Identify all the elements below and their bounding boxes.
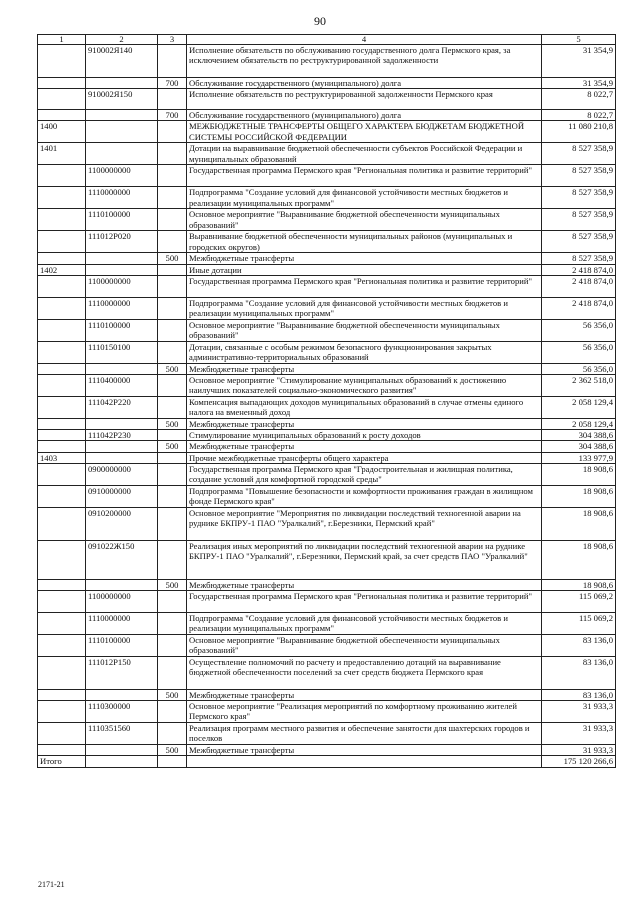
description-cell: Основное мероприятие "Реализация мероприятий по комфортному проживанию жителей Пермского края": [187, 701, 542, 723]
section-code-cell: [38, 657, 86, 690]
table-row: [38, 591, 616, 613]
description-cell: Подпрограмма "Создание условий для финансовой устойчивости местных бюджетов и реализации муниципальных программ": [187, 187, 542, 209]
description-cell: [187, 756, 542, 767]
expense-type-cell: [158, 430, 187, 441]
amount-cell: 83 136,0: [542, 690, 616, 701]
table-row: [38, 121, 616, 143]
expense-type-cell: [158, 657, 187, 690]
description-cell: Государственная программа Пермского края "Региональная политика и развитие территорий": [187, 275, 542, 297]
amount-cell: 304 388,6: [542, 430, 616, 441]
expense-type-cell: [158, 297, 187, 319]
table-row: [38, 319, 616, 341]
target-code-cell: [86, 264, 158, 275]
description-cell: Государственная программа Пермского края "Региональная политика и развитие территорий": [187, 165, 542, 187]
description-cell: Иные дотации: [187, 264, 542, 275]
description-cell: Основное мероприятие "Выравнивание бюджетной обеспеченности муниципальных образований": [187, 209, 542, 231]
section-code-cell: Итого: [38, 756, 86, 767]
target-code-cell: 1110000000: [86, 187, 158, 209]
description-cell: Исполнение обязательств по обслуживанию государственного долга Пермского края, за исключением обязательств по реструктурированной задолженности: [187, 45, 542, 78]
amount-cell: 18 908,6: [542, 463, 616, 485]
section-code-cell: [38, 363, 86, 374]
table-body: [38, 35, 616, 768]
target-code-cell: 111012Р150: [86, 657, 158, 690]
section-code-cell: 1403: [38, 452, 86, 463]
table-row: [38, 452, 616, 463]
expense-type-cell: [158, 341, 187, 363]
table-row: [38, 579, 616, 590]
expense-type-cell: [158, 89, 187, 110]
description-cell: Основное мероприятие "Выравнивание бюджетной обеспеченности муниципальных образований": [187, 635, 542, 657]
target-code-cell: [86, 756, 158, 767]
table-row: [38, 690, 616, 701]
section-code-cell: [38, 89, 86, 110]
expense-type-cell: [158, 397, 187, 419]
table-row: [38, 45, 616, 78]
table-row: [38, 419, 616, 430]
target-code-cell: 111042Р220: [86, 397, 158, 419]
expense-type-cell: 700: [158, 110, 187, 121]
expense-type-cell: [158, 635, 187, 657]
section-code-cell: [38, 110, 86, 121]
expense-type-cell: [158, 540, 187, 579]
description-cell: Подпрограмма "Создание условий для финансовой устойчивости местных бюджетов и реализации муниципальных программ": [187, 613, 542, 635]
target-code-cell: [86, 745, 158, 756]
amount-cell: 2 418 874,0: [542, 264, 616, 275]
section-code-cell: [38, 187, 86, 209]
section-code-cell: [38, 463, 86, 485]
table-row: [38, 635, 616, 657]
target-code-cell: [86, 363, 158, 374]
description-cell: Подпрограмма "Повышение безопасности и комфортности проживания граждан в жилищном фонде Пермского края": [187, 485, 542, 507]
target-code-cell: 1110100000: [86, 319, 158, 341]
description-cell: Основное мероприятие "Мероприятия по ликвидации последствий техногенной аварии на руднике БКПРУ-1 ПАО "Уралкалий", г.Березники, Пермский край": [187, 507, 542, 540]
description-cell: Межбюджетные трансферты: [187, 253, 542, 264]
target-code-cell: 1100000000: [86, 275, 158, 297]
expense-type-cell: [158, 121, 187, 143]
table-row: [38, 430, 616, 441]
section-code-cell: [38, 419, 86, 430]
expense-type-cell: [158, 165, 187, 187]
description-cell: Подпрограмма "Создание условий для финансовой устойчивости местных бюджетов и реализации муниципальных программ": [187, 297, 542, 319]
expense-type-cell: 700: [158, 78, 187, 89]
section-code-cell: [38, 723, 86, 745]
expense-type-cell: [158, 485, 187, 507]
table-row: [38, 187, 616, 209]
expense-type-cell: [158, 231, 187, 253]
description-cell: Обслуживание государственного (муниципального) долга: [187, 78, 542, 89]
amount-cell: 31 354,9: [542, 78, 616, 89]
target-code-cell: 1110100000: [86, 209, 158, 231]
target-code-cell: 0910200000: [86, 507, 158, 540]
table-row: [38, 397, 616, 419]
expense-type-cell: [158, 375, 187, 397]
description-cell: Реализация иных мероприятий по ликвидации последствий техногенной аварии на руднике БКПРУ-1 ПАО "Уралкалий", г.Березники, Пермский край, за счет средств ПАО "Уралкалий": [187, 540, 542, 579]
amount-cell: 2 058 129,4: [542, 419, 616, 430]
table-header-row: [38, 35, 616, 45]
expense-type-cell: [158, 723, 187, 745]
description-cell: Исполнение обязательств по реструктурированной задолженности Пермского края: [187, 89, 542, 110]
target-code-cell: 910002Я150: [86, 89, 158, 110]
section-code-cell: [38, 231, 86, 253]
section-code-cell: [38, 613, 86, 635]
table-row: [38, 463, 616, 485]
amount-cell: 2 362 518,0: [542, 375, 616, 397]
amount-cell: 2 418 874,0: [542, 275, 616, 297]
section-code-cell: [38, 297, 86, 319]
amount-cell: 2 418 874,0: [542, 297, 616, 319]
expense-type-cell: [158, 319, 187, 341]
table-row: [38, 507, 616, 540]
section-code-cell: [38, 507, 86, 540]
amount-cell: 175 120 266,6: [542, 756, 616, 767]
description-cell: Стимулирование муниципальных образований к росту доходов: [187, 430, 542, 441]
table-row: [38, 297, 616, 319]
amount-cell: 304 388,6: [542, 441, 616, 452]
table-row: [38, 110, 616, 121]
expense-type-cell: [158, 507, 187, 540]
amount-cell: 18 908,6: [542, 540, 616, 579]
table-row: [38, 264, 616, 275]
section-code-cell: 1402: [38, 264, 86, 275]
amount-cell: 18 908,6: [542, 485, 616, 507]
section-code-cell: [38, 165, 86, 187]
target-code-cell: 910002Я140: [86, 45, 158, 78]
table-row: [38, 441, 616, 452]
amount-cell: 8 527 358,9: [542, 209, 616, 231]
target-code-cell: 1110000000: [86, 297, 158, 319]
description-cell: Прочие межбюджетные трансферты общего характера: [187, 452, 542, 463]
expense-type-cell: [158, 756, 187, 767]
expense-type-cell: [158, 264, 187, 275]
description-cell: МЕЖБЮДЖЕТНЫЕ ТРАНСФЕРТЫ ОБЩЕГО ХАРАКТЕРА БЮДЖЕТАМ БЮДЖЕТНОЙ СИСТЕМЫ РОССИЙСКОЙ ФЕДЕРАЦИИ: [187, 121, 542, 143]
expense-type-cell: [158, 452, 187, 463]
target-code-cell: [86, 121, 158, 143]
description-cell: Реализация программ местного развития и обеспечение занятости для шахтерских городов и поселков: [187, 723, 542, 745]
amount-cell: 31 933,3: [542, 701, 616, 723]
description-cell: Обслуживание государственного (муниципального) долга: [187, 110, 542, 121]
table-row: [38, 485, 616, 507]
section-code-cell: 1400: [38, 121, 86, 143]
expense-type-cell: [158, 701, 187, 723]
description-cell: Межбюджетные трансферты: [187, 690, 542, 701]
expense-type-cell: 500: [158, 363, 187, 374]
amount-cell: 8 527 358,9: [542, 165, 616, 187]
table-row: [38, 363, 616, 374]
section-code-cell: [38, 745, 86, 756]
section-code-cell: [38, 253, 86, 264]
target-code-cell: [86, 78, 158, 89]
target-code-cell: [86, 419, 158, 430]
target-code-cell: 1110100000: [86, 635, 158, 657]
target-code-cell: 0910000000: [86, 485, 158, 507]
expense-type-cell: [158, 613, 187, 635]
target-code-cell: 1110000000: [86, 613, 158, 635]
description-cell: Дотации на выравнивание бюджетной обеспеченности субъектов Российской Федерации и муниципальных образований: [187, 143, 542, 165]
table-row: [38, 723, 616, 745]
description-cell: Осуществление полномочий по расчету и предоставлению дотаций на выравнивание бюджетной обеспеченности поселений за счет средств бюджета Пермского края: [187, 657, 542, 690]
table-row: [38, 540, 616, 579]
target-code-cell: 091022Ж150: [86, 540, 158, 579]
table-row: [38, 165, 616, 187]
amount-cell: 56 356,0: [542, 363, 616, 374]
description-cell: Основное мероприятие "Выравнивание бюджетной обеспеченности муниципальных образований": [187, 319, 542, 341]
target-code-cell: [86, 110, 158, 121]
expense-type-cell: 500: [158, 253, 187, 264]
target-code-cell: 0900000000: [86, 463, 158, 485]
target-code-cell: 1110400000: [86, 375, 158, 397]
table-row: [38, 701, 616, 723]
section-code-cell: [38, 540, 86, 579]
description-cell: Основное мероприятие "Стимулирование муниципальных образований к достижению наилучших показателей социально-экономического развития": [187, 375, 542, 397]
table-row: [38, 341, 616, 363]
target-code-cell: [86, 579, 158, 590]
description-cell: Компенсация выпадающих доходов муниципальных образований в случае отмены единого налога на вмененный доход: [187, 397, 542, 419]
description-cell: Дотации, связанные с особым режимом безопасного функционирования закрытых административно-территориальных образований: [187, 341, 542, 363]
section-code-cell: [38, 397, 86, 419]
table-row: [38, 209, 616, 231]
page-number: 90: [314, 14, 326, 28]
section-code-cell: [38, 275, 86, 297]
amount-cell: 18 908,6: [542, 579, 616, 590]
section-code-cell: [38, 690, 86, 701]
target-code-cell: 1110150100: [86, 341, 158, 363]
description-cell: Межбюджетные трансферты: [187, 579, 542, 590]
amount-cell: 8 527 358,9: [542, 143, 616, 165]
table-row: [38, 756, 616, 767]
table-row: [38, 657, 616, 690]
section-code-cell: [38, 375, 86, 397]
expense-type-cell: [158, 275, 187, 297]
header-cell-5: 5: [542, 35, 616, 45]
amount-cell: 56 356,0: [542, 341, 616, 363]
amount-cell: 115 069,2: [542, 613, 616, 635]
amount-cell: 56 356,0: [542, 319, 616, 341]
section-code-cell: [38, 209, 86, 231]
table-row: [38, 253, 616, 264]
section-code-cell: [38, 341, 86, 363]
section-code-cell: [38, 591, 86, 613]
target-code-cell: [86, 690, 158, 701]
header-cell-1: 1: [38, 35, 86, 45]
table-row: [38, 613, 616, 635]
amount-cell: 115 069,2: [542, 591, 616, 613]
expense-type-cell: [158, 45, 187, 78]
target-code-cell: [86, 143, 158, 165]
expense-type-cell: 500: [158, 745, 187, 756]
amount-cell: 31 933,3: [542, 723, 616, 745]
amount-cell: 8 022,7: [542, 110, 616, 121]
target-code-cell: 111042Р230: [86, 430, 158, 441]
expense-type-cell: [158, 209, 187, 231]
description-cell: Межбюджетные трансферты: [187, 363, 542, 374]
table-row: [38, 275, 616, 297]
target-code-cell: [86, 253, 158, 264]
section-code-cell: [38, 485, 86, 507]
expense-type-cell: [158, 187, 187, 209]
section-code-cell: [38, 45, 86, 78]
amount-cell: 2 058 129,4: [542, 397, 616, 419]
amount-cell: 18 908,6: [542, 507, 616, 540]
section-code-cell: [38, 579, 86, 590]
description-cell: Государственная программа Пермского края "Градостроительная и жилищная политика, создание условий для комфортной городской среды": [187, 463, 542, 485]
description-cell: Межбюджетные трансферты: [187, 745, 542, 756]
table-row: [38, 231, 616, 253]
target-code-cell: 1110351560: [86, 723, 158, 745]
table-row: [38, 745, 616, 756]
target-code-cell: [86, 441, 158, 452]
table-row: [38, 89, 616, 110]
amount-cell: 8 022,7: [542, 89, 616, 110]
amount-cell: 11 080 210,8: [542, 121, 616, 143]
table-row: [38, 143, 616, 165]
expense-type-cell: [158, 143, 187, 165]
target-code-cell: 1100000000: [86, 165, 158, 187]
budget-table: [37, 34, 616, 768]
expense-type-cell: [158, 591, 187, 613]
description-cell: Межбюджетные трансферты: [187, 419, 542, 430]
section-code-cell: [38, 701, 86, 723]
amount-cell: 31 933,3: [542, 745, 616, 756]
description-cell: Выравнивание бюджетной обеспеченности муниципальных районов (муниципальных и городских округов): [187, 231, 542, 253]
amount-cell: 8 527 358,9: [542, 231, 616, 253]
target-code-cell: 1110300000: [86, 701, 158, 723]
expense-type-cell: 500: [158, 690, 187, 701]
target-code-cell: [86, 452, 158, 463]
header-cell-4: 4: [187, 35, 542, 45]
amount-cell: 31 354,9: [542, 45, 616, 78]
header-cell-2: 2: [86, 35, 158, 45]
expense-type-cell: 500: [158, 579, 187, 590]
table-row: [38, 78, 616, 89]
amount-cell: 8 527 358,9: [542, 187, 616, 209]
target-code-cell: 111012Р020: [86, 231, 158, 253]
section-code-cell: 1401: [38, 143, 86, 165]
target-code-cell: 1100000000: [86, 591, 158, 613]
amount-cell: 133 977,9: [542, 452, 616, 463]
section-code-cell: [38, 319, 86, 341]
section-code-cell: [38, 430, 86, 441]
amount-cell: 8 527 358,9: [542, 253, 616, 264]
section-code-cell: [38, 441, 86, 452]
amount-cell: 83 136,0: [542, 635, 616, 657]
header-cell-3: 3: [158, 35, 187, 45]
table-row: [38, 375, 616, 397]
expense-type-cell: [158, 463, 187, 485]
expense-type-cell: 500: [158, 441, 187, 452]
section-code-cell: [38, 635, 86, 657]
expense-type-cell: 500: [158, 419, 187, 430]
description-cell: Межбюджетные трансферты: [187, 441, 542, 452]
section-code-cell: [38, 78, 86, 89]
document-code: 2171-21: [38, 880, 65, 889]
amount-cell: 83 136,0: [542, 657, 616, 690]
description-cell: Государственная программа Пермского края "Региональная политика и развитие территорий": [187, 591, 542, 613]
